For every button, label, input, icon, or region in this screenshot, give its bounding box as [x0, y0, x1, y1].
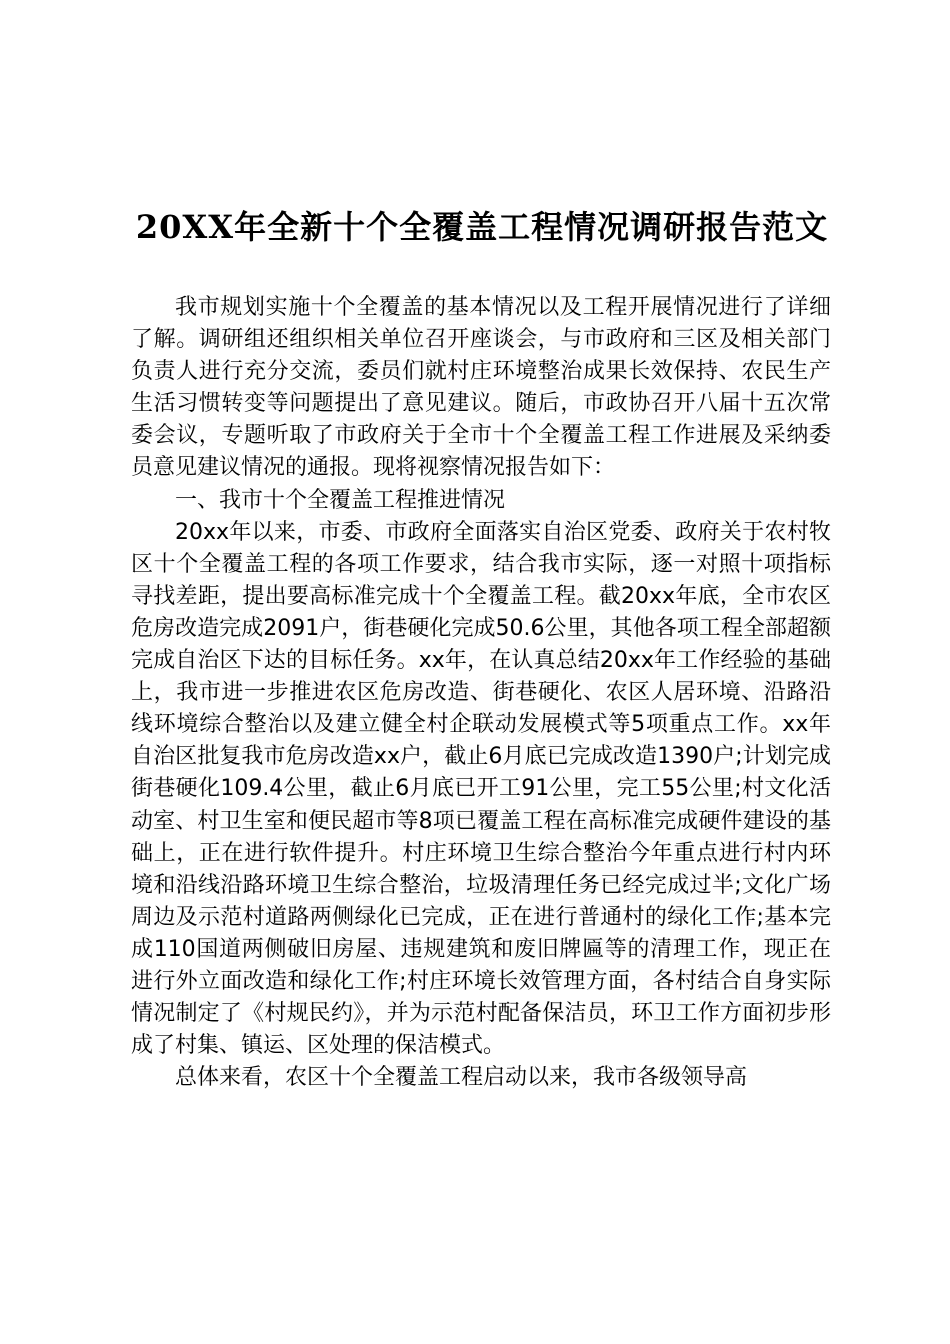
document-body [131, 292, 831, 1094]
paragraph-intro: 我市规划实施十个全覆盖的基本情况以及工程开展情况进行了详细了解。调研组还组织相关单位召开座谈会，与市政府和三区及相关部门负责人进行充分交流，委员们就村庄环境整治成果长效保持、农民生产生活习惯转变等问题提出了意见建议。随后，市政协召开八届十五次常委会议，专题听取了市政府关于全市十个全覆盖工程工作进展及采纳委员意见建议情况的通报。现将视察情况报告如下： [131, 295, 831, 481]
paragraph-progress: 20xx年以来，市委、市政府全面落实自治区党委、政府关于农村牧区十个全覆盖工程的各项工作要求，结合我市实际，逐一对照十项指标寻找差距，提出要高标准完成十个全覆盖工程。截20xx年底，全市农区危房改造完成2091户，街巷硬化完成50.6公里，其他各项工程全部超额完成自治区下达的目标任务。xx年，在认真总结20xx年工作经验的基础上，我市进一步推进农区危房改造、街巷硬化、农区人居环境、沿路沿线环境综合整治以及建立健全村企联动发展模式等5项重点工作。xx年自治区批复我市危房改造xx户，截止6月底已完成改造1390户;计划完成街巷硬化109.4公里，截止6月底已开工91公里，完工55公里;村文化活动室、村卫生室和便民超市等8项已覆盖工程在高标准完成硬件建设的基础上，正在进行软件提升。村庄环境卫生综合整治今年重点进行村内环境和沿线沿路环境卫生综合整治，垃圾清理任务已经完成过半;文化广场周边及示范村道路两侧绿化已完成，正在进行普通村的绿化工作;基本完成110国道两侧破旧房屋、违规建筑和废旧牌匾等的清理工作，现正在进行外立面改造和绿化工作;村庄环境长效管理方面，各村结合自身实际情况制定了《村规民约》，并为示范村配备保洁员，环卫工作方面初步形成了村集、镇运、区处理的保洁模式。 [131, 519, 831, 1059]
section-heading: 一、我市十个全覆盖工程推进情况 [175, 487, 506, 513]
document-title: 20XX年全新十个全覆盖工程情况调研报告范文 [135, 208, 829, 247]
paragraph-summary: 总体来看，农区十个全覆盖工程启动以来，我市各级领导高 [175, 1065, 748, 1091]
